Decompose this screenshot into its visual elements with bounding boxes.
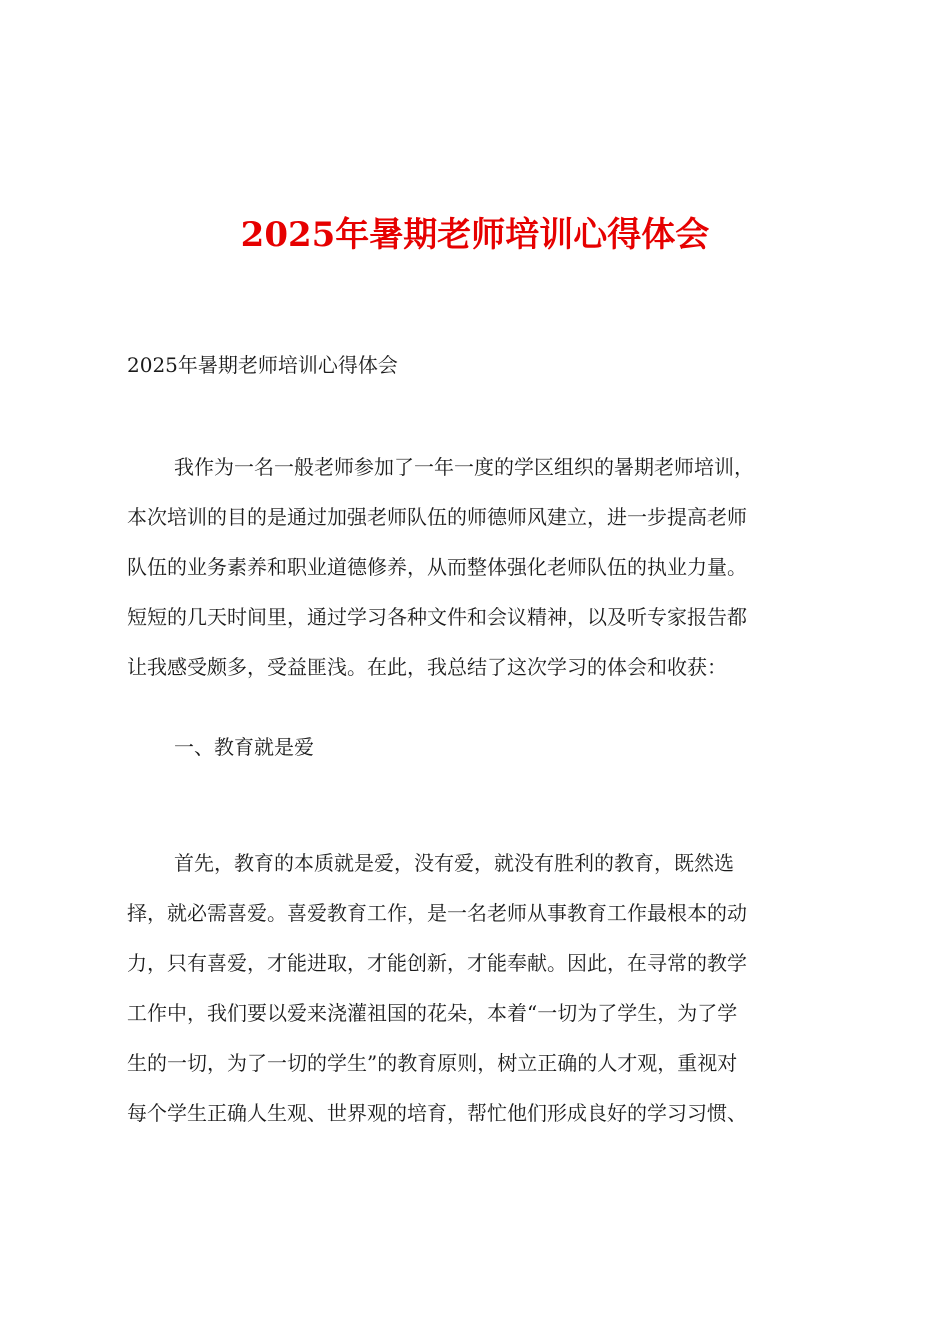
paragraph-line: 生的一切，为了一切的学生”的教育原则，树立正确的人才观，重视对 <box>127 1051 738 1075</box>
paragraph-line: 首先，教育的本质就是爱，没有爱，就没有胜利的教育，既然选 <box>174 851 734 875</box>
document-subtitle: 2025年暑期老师培训心得体会 <box>127 353 398 377</box>
paragraph-line: 本次培训的目的是通过加强老师队伍的师德师风建立，进一步提高老师 <box>127 505 747 529</box>
paragraph-line: 短短的几天时间里，通过学习各种文件和会议精神，以及听专家报告都 <box>127 605 747 629</box>
section-heading: 一、教育就是爱 <box>174 735 314 759</box>
paragraph-line: 力，只有喜爱，才能进取，才能创新，才能奉献。因此，在寻常的教学 <box>127 951 747 975</box>
paragraph-line: 队伍的业务素养和职业道德修养，从而整体强化老师队伍的执业力量。 <box>127 555 747 579</box>
paragraph-line: 让我感受颇多，受益匪浅。在此，我总结了这次学习的体会和收获： <box>127 655 727 679</box>
paragraph-line: 每个学生正确人生观、世界观的培育，帮忙他们形成良好的学习习惯、 <box>127 1101 747 1125</box>
paragraph-education-love <box>127 838 847 1138</box>
paragraph-line: 我作为一名一般老师参加了一年一度的学区组织的暑期老师培训， <box>174 455 754 479</box>
paragraph-line: 择，就必需喜爱。喜爱教育工作，是一名老师从事教育工作最根本的动 <box>127 901 747 925</box>
paragraph-intro <box>127 442 847 692</box>
paragraph-line: 工作中，我们要以爱来浇灌祖国的花朵，本着“一切为了学生，为了学 <box>127 1001 738 1025</box>
document-title: 2025年暑期老师培训心得体会 <box>240 215 710 255</box>
